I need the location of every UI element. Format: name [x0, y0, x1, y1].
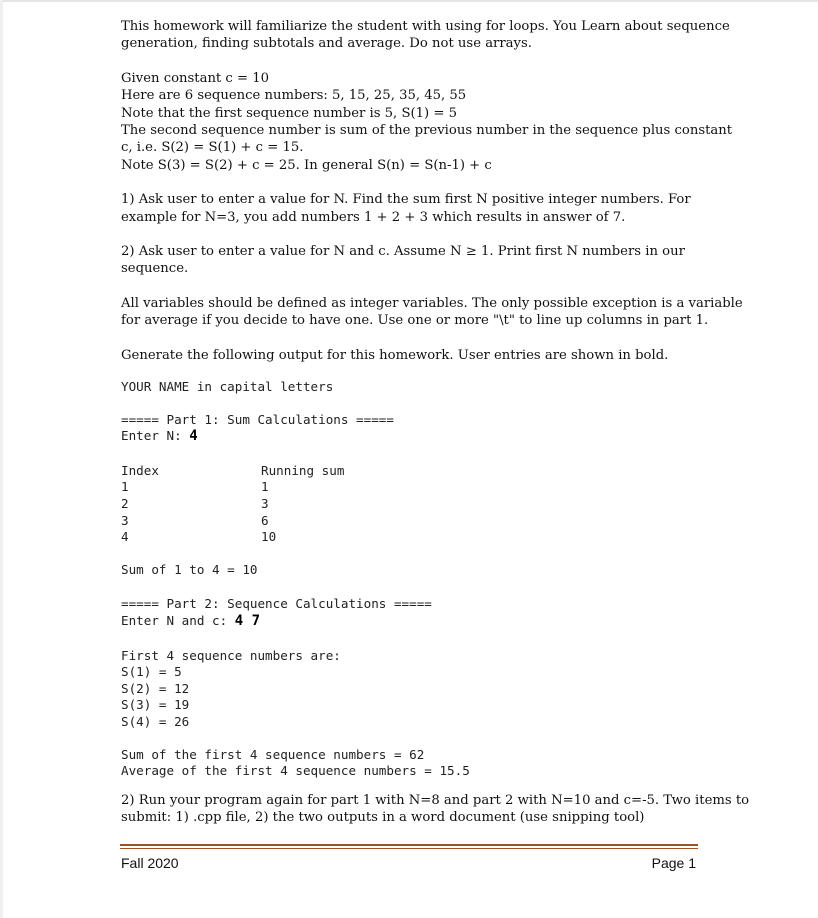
table-cell-index: 3 [121, 512, 129, 528]
table-cell-sum: 1 [261, 479, 269, 495]
first-seq-line: First 4 sequence numbers are: [121, 647, 341, 663]
given-line-1: Given constant c = 10 [121, 70, 270, 86]
given-line-5: c, i.e. S(2) = S(1) + c = 15. [121, 140, 304, 156]
table-cell-index: 4 [121, 529, 129, 545]
given-line-6: Note S(3) = S(2) + c = 25. In general S(n) = S(n-1) + c [121, 157, 492, 173]
table-cell-sum: 3 [261, 496, 269, 512]
enter-n-value: 4 [189, 428, 198, 445]
seq-line: S(3) = 19 [121, 697, 190, 713]
footer-page-number: Page 1 [651, 855, 696, 871]
footer-rule-thin [120, 848, 698, 849]
sum-seq-line: Sum of the first 4 sequence numbers = 62 [121, 746, 425, 762]
part2-header: ===== Part 2: Sequence Calculations ===== [121, 596, 432, 612]
task2-line-2: sequence. [121, 261, 189, 277]
table-cell-sum: 10 [261, 529, 277, 545]
output-name-line: YOUR NAME in capital letters [121, 379, 334, 395]
vars-line-2: for average if you decide to have one. Use one or more "\t" to line up columns in part 1. [121, 313, 709, 329]
table-cell-index: 2 [121, 496, 129, 512]
table-header-index: Index [121, 462, 159, 478]
table-row [121, 479, 711, 496]
avg-seq-line: Average of the first 4 sequence numbers = 15.5 [121, 763, 470, 779]
enter-nc-value: 4 7 [234, 613, 261, 630]
final-line-2: submit: 1) .cpp file, 2) the two outputs in a word document (use snipping tool) [121, 810, 645, 826]
final-line-1: 2) Run your program again for part 1 with N=8 and part 2 with N=10 and c=-5. Two items to [121, 792, 750, 808]
table-cell-index: 1 [121, 479, 129, 495]
table-row [121, 513, 711, 530]
task2-line-1: 2) Ask user to enter a value for N and c. Assume N ≥ 1. Print first N numbers in our [121, 244, 685, 260]
table-header-sum: Running sum [261, 462, 345, 478]
seq-line: S(2) = 12 [121, 680, 190, 696]
given-line-2: Here are 6 sequence numbers: 5, 15, 25, 35, 45, 55 [121, 88, 467, 104]
given-line-4: The second sequence number is sum of the previous number in the sequence plus constant [121, 123, 733, 139]
enter-n-line [121, 428, 711, 445]
table-row [121, 496, 711, 513]
seq-line: S(1) = 5 [121, 664, 182, 680]
footer-term: Fall 2020 [121, 855, 179, 871]
seq-line: S(4) = 26 [121, 714, 190, 729]
sum-line: Sum of 1 to 4 = 10 [121, 561, 258, 577]
document-body [121, 18, 750, 827]
given-line-3: Note that the first sequence number is 5, S(1) = 5 [121, 105, 457, 121]
enter-nc-label: Enter N and c: [121, 613, 235, 629]
footer-rule-thick [120, 844, 698, 846]
intro-line-1: This homework will familiarize the student with using for loops. You Learn about sequence [121, 19, 730, 34]
table-header-row [121, 463, 711, 480]
left-border [0, 0, 3, 918]
table-row [121, 529, 711, 546]
table-cell-sum: 6 [261, 512, 269, 528]
top-border [0, 0, 818, 2]
part1-header: ===== Part 1: Sum Calculations ===== [121, 411, 394, 427]
enter-nc-line [121, 613, 711, 630]
task1-line-1: 1) Ask user to enter a value for N. Find the sum first N positive integer numbers. For [121, 192, 691, 208]
enter-n-label: Enter N: [121, 428, 190, 444]
intro-line-2: generation, finding subtotals and average. Do not use arrays. [121, 36, 532, 52]
task1-line-2: example for N=3, you add numbers 1 + 2 + 3 which results in answer of 7. [121, 209, 626, 225]
generate-line: Generate the following output for this homework. User entries are shown in bold. [121, 347, 669, 363]
vars-line-1: All variables should be defined as integer variables. The only possible exception is a variable [121, 295, 743, 311]
